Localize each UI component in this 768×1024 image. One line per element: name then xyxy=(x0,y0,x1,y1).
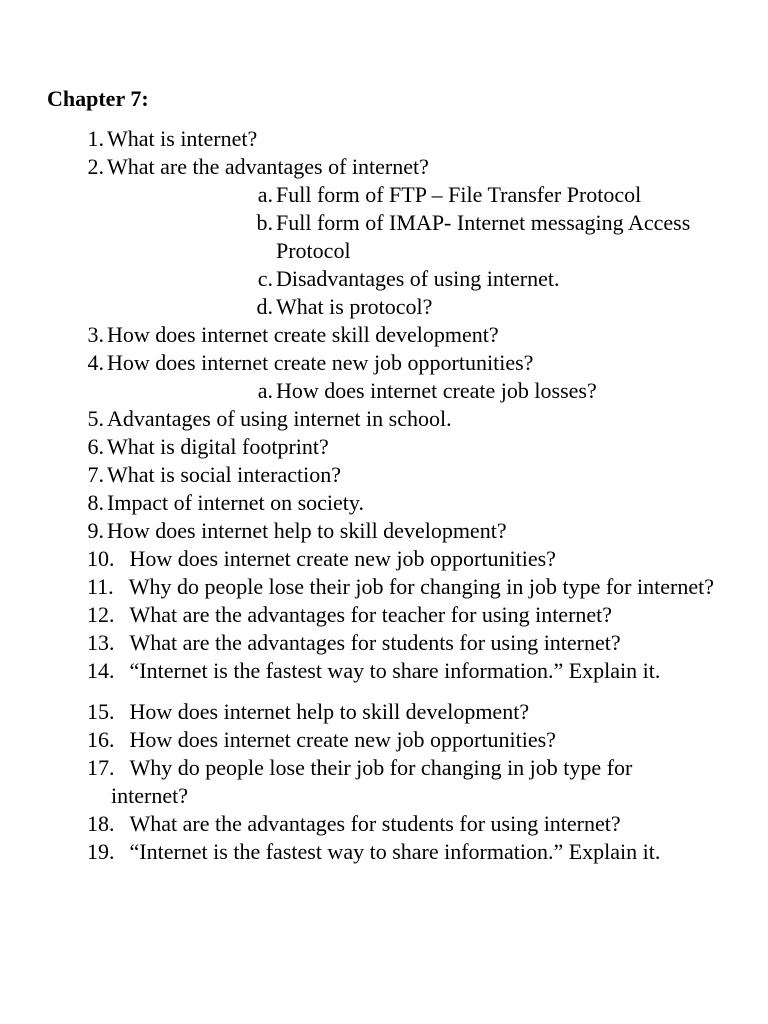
list-item xyxy=(0,125,768,153)
item-number: 2. xyxy=(87,154,104,179)
list-item xyxy=(0,838,671,866)
list-item xyxy=(0,657,671,685)
item-text: What is social interaction? xyxy=(107,462,341,487)
item-text: What are the advantages for students for using internet? xyxy=(129,811,621,836)
sub-list-item xyxy=(0,181,768,209)
list-item xyxy=(0,601,731,629)
item-letter: a. xyxy=(257,378,273,403)
item-number: 15. xyxy=(87,699,115,724)
list-item xyxy=(0,321,768,349)
item-text: Disadvantages of using internet. xyxy=(276,266,560,291)
item-number: 8. xyxy=(87,490,104,515)
item-number: 11. xyxy=(87,574,114,599)
item-letter: a. xyxy=(257,182,273,207)
item-letter: d. xyxy=(256,294,273,319)
item-letter: b. xyxy=(256,210,273,235)
item-text: What is digital footprint? xyxy=(107,434,329,459)
item-number: 16. xyxy=(87,727,115,752)
item-number: 7. xyxy=(87,462,104,487)
list-item xyxy=(0,489,768,517)
item-text: How does internet create skill development? xyxy=(107,322,499,347)
item-text: “Internet is the fastest way to share information.” Explain it. xyxy=(129,658,661,683)
list-item xyxy=(0,433,768,461)
list-item xyxy=(0,754,671,810)
item-text: What are the advantages of internet? xyxy=(107,154,429,179)
item-text: How does internet help to skill development? xyxy=(129,699,530,724)
list-item xyxy=(0,349,768,377)
item-number: 6. xyxy=(87,434,104,459)
list-spacer xyxy=(0,685,768,698)
item-text: How does internet create new job opportunities? xyxy=(129,546,556,571)
item-number: 1. xyxy=(87,126,104,151)
list-item xyxy=(0,517,768,545)
item-text: Advantages of using internet in school. xyxy=(107,406,452,431)
item-number: 14. xyxy=(87,658,115,683)
item-text: What is protocol? xyxy=(276,294,433,319)
item-number: 9. xyxy=(87,518,104,543)
list-item xyxy=(0,573,731,601)
item-number: 4. xyxy=(87,350,104,375)
item-text: Impact of internet on society. xyxy=(107,490,364,515)
list-item xyxy=(0,153,768,181)
item-text: “Internet is the fastest way to share information.” Explain it. xyxy=(129,839,661,864)
item-number: 13. xyxy=(87,630,115,655)
item-text: Why do people lose their job for changing in job type for internet? xyxy=(128,574,714,599)
question-list xyxy=(0,125,768,866)
list-item xyxy=(0,810,671,838)
list-item xyxy=(0,545,731,573)
item-number: 12. xyxy=(87,602,115,627)
item-text: How does internet create new job opportunities? xyxy=(107,350,534,375)
item-text: What are the advantages for teacher for using internet? xyxy=(129,602,613,627)
item-number: 10. xyxy=(87,546,115,571)
sub-list-item xyxy=(0,293,768,321)
item-text: How does internet create new job opportunities? xyxy=(129,727,556,752)
list-item xyxy=(0,461,768,489)
item-text: What is internet? xyxy=(107,126,258,151)
chapter-heading: Chapter 7: xyxy=(47,86,149,111)
item-text: How does internet create job losses? xyxy=(276,378,597,403)
sub-list-item xyxy=(0,265,768,293)
list-item xyxy=(0,629,731,657)
item-number: 3. xyxy=(87,322,104,347)
list-item xyxy=(0,405,768,433)
list-item xyxy=(0,698,731,726)
item-number: 19. xyxy=(87,839,115,864)
item-number: 5. xyxy=(87,406,104,431)
item-letter: c. xyxy=(257,266,273,291)
item-number: 18. xyxy=(87,811,115,836)
item-text: Full form of IMAP- Internet messaging Access Protocol xyxy=(276,210,691,263)
item-text: Why do people lose their job for changing in job type for internet? xyxy=(111,755,633,808)
list-item xyxy=(0,726,731,754)
item-text: How does internet help to skill development? xyxy=(107,518,507,543)
item-text: What are the advantages for students for using internet? xyxy=(129,630,621,655)
item-number: 17. xyxy=(87,755,115,780)
sub-list-item xyxy=(0,209,768,265)
sub-list-item xyxy=(0,377,768,405)
item-text: Full form of FTP – File Transfer Protocol xyxy=(276,182,642,207)
